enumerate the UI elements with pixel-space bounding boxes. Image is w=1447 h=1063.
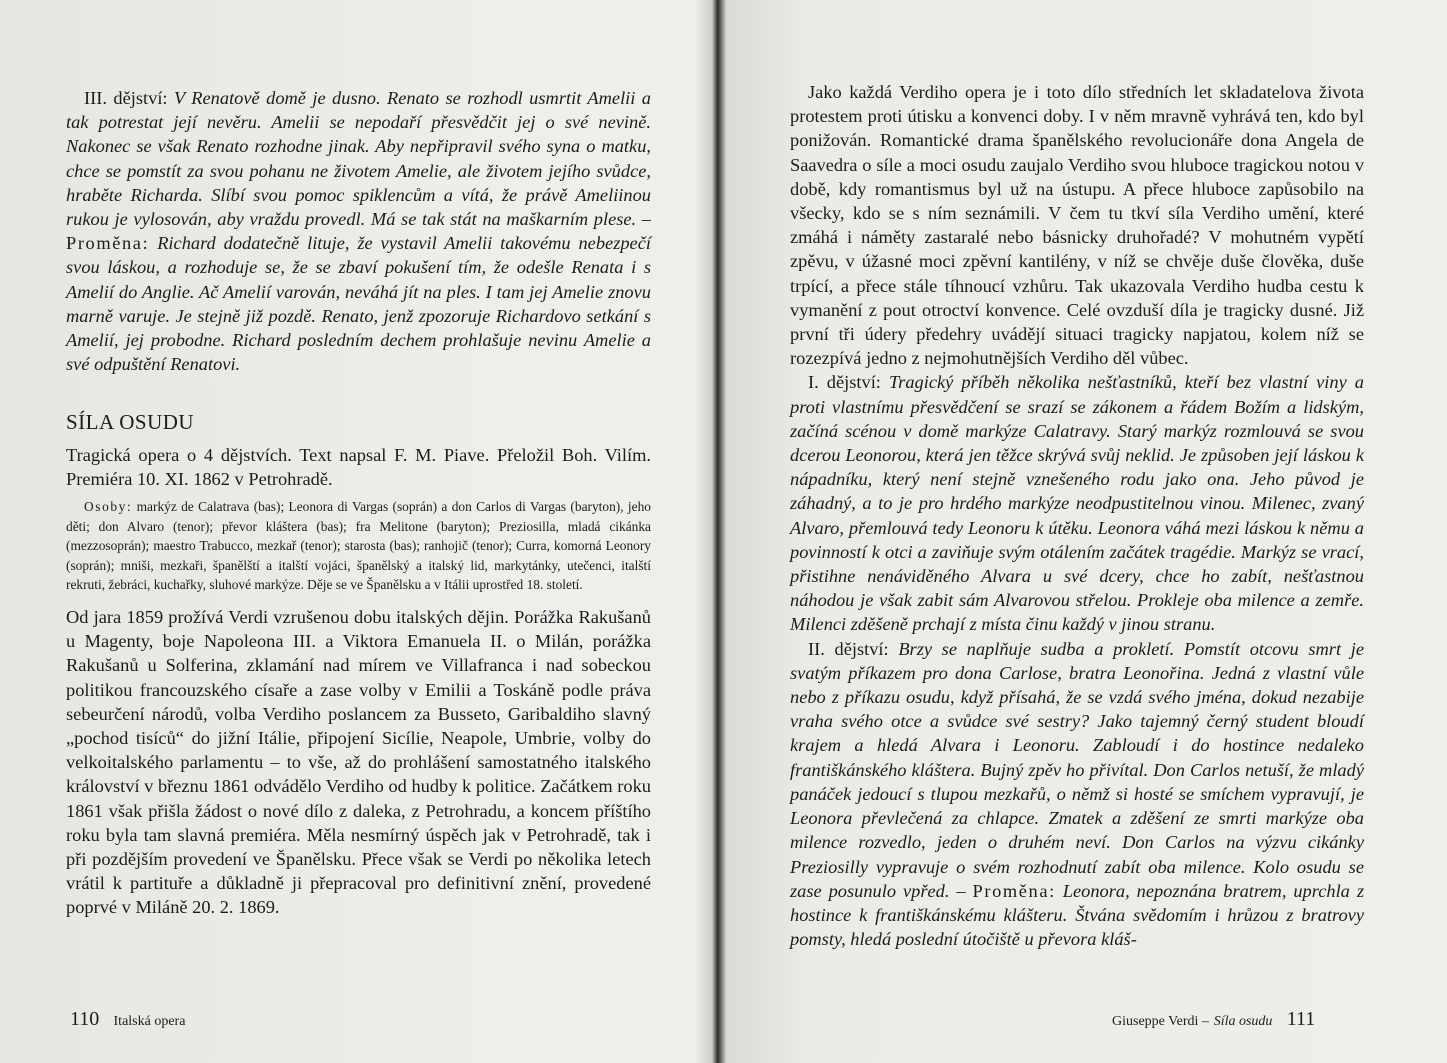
promena-label: Proměna:	[66, 233, 150, 254]
promena-label-right: Proměna:	[972, 880, 1056, 901]
act3-synopsis: V Renatově domě je dusno. Renato se rozhodl usmrtit Amelii a tak potrestat její nevěru. Amelii se nepodaří přesvědčit jej o své nevině. Nakonec se však Renato rozhodne jinak. Aby nepřipravil svého syna o matku, chce se pomstít za svou pohanu ne životem Amelie, ale životem jejího svůdce, hraběte Richarda. Slíbí svou pomoc spiklencům a vítá, že právě Ameliinou rukou je vylosován, aby vraždu provedl. Má se tak stát na maškarním plese. –	[66, 88, 652, 230]
page-number-left: 110	[70, 1008, 100, 1030]
right-column	[790, 80, 1364, 951]
cast-label: Osoby:	[84, 499, 133, 515]
intro-paragraph: Jako každá Verdiho opera je i toto dílo středních let skladatelova života protestem proti útisku a konvenci doby. I v něm mravně vyhrává ten, kdo byl ponižován. Romantické drama španělského revolucionáře dona Angela de Saavedra o síle a moci osudu zaujalo Verdiho svou hluboce tragickou notou v době, kdy romantismus byl už na ústupu. A přece hluboce zapůsobilo na všecky, kdo se s ním seznámili. V čem tu tkví síla Verdiho umění, které zmáhá i náměty zastaralé nebo básnicky druhořadé? V mohutném vypětí zpěvu, v úžasné moci zpěvní kantilény, v níž se chvěje duše člověka, duše trpící, a přece stále tíhnoucí vzhůru. Tak ukazovala Verdiho hudba cestu k vymanění z pout otroctví konvence. Celé ovzduší díla je tragicky dusné. Již první tři údery předehry uvádějí situaci tragicky napjatou, kolem níž se rozezpívá jedno z nejmohutnějších Verdiho děl vůbec.	[790, 82, 1364, 369]
right-page	[722, 0, 1447, 1063]
act2-paragraph	[790, 637, 1364, 952]
act1-paragraph	[790, 370, 1364, 636]
running-head-left: Italská opera	[113, 1014, 186, 1029]
history-paragraph: Od jara 1859 prožívá Verdi vzrušenou dobu italských dějin. Porážka Rakušanů u Magenty, boje Napoleona III. a Viktora Emanuela II. o Milán, porážka Rakušanů u Solferina, zklamání nad mírem ve Villafranca i nad sobeckou politikou francouzského císaře a zase volby v Emilii a Toskáně podle práva sebeurčení národů, volba Verdiho poslancem za Busseto, Garibaldiho slavný „pochod tisíců“ do jižní Itálie, připojení Sicílie, Neapole, Umbrie, volby do velkoitalského parlamentu – to vše, až do prohlášení samostatného italského království v březnu 1861 odvádělo Verdiho od hudby k politice. Začátkem roku 1861 však přišla žádost o nové dílo z daleka, z Petrohradu, a koncem příštího roku byla tam slavná premiéra. Měla nesmírný úspěch jak v Petrohradě, tak i při pozdějším provedení ve Španělsku. Přece však se Verdi po několika letech vrátil k partituře a důkladně ji přepracoval pro definitivní znění, provedené poprvé v Miláně 20. 2. 1869.	[66, 607, 651, 918]
act2-synopsis: Brzy se naplňuje sudba a prokletí. Pomstít otcovu smrt je svatým příkazem pro dona Carlose, bratra Leonořina. Jedná z vlastní vůle nebo z příkazu osudu, když přísahá, že se vzdá svého jména, dokud nezabije vraha svého otce a svůdce své sestry? Jako tajemný černý student bloudí krajem a hledá Alvara i Leonoru. Zabloudí i do hostince nedaleko františkánského kláštera. Bujný zpěv ho přivítal. Don Carlos netuší, že mladý panáček jedoucí s tlupou mezkařů, o němž si hosté se smíchem vypravují, je Leonora převlečená za chlapce. Zmatek a zděšení ze smrti markýze oba milence rozvedlo, jeden o druhém neví. Don Carlos na výzvu cikánky Preziosilly vypravuje o svém rozhodnutí zabít oba milence. Kolo osudu se zase posunulo vpřed. –	[790, 638, 1364, 901]
page-number-right: 111	[1286, 1008, 1316, 1030]
left-folio	[70, 1008, 185, 1031]
left-page	[0, 0, 712, 1063]
act3-paragraph	[66, 86, 651, 376]
right-folio	[1112, 1008, 1315, 1031]
running-head-author: Giuseppe Verdi –	[1112, 1014, 1209, 1029]
left-column	[66, 86, 651, 920]
act3-synopsis-continued: Richard dodatečně lituje, že vystavil Amelii takovému nebezpečí svou láskou, a rozhoduje se, že se zbaví pokušení tím, že odešle Renata i s Amelií do Anglie. Ač Amelií varován, neváhá jít na ples. I tam jej Amelie znovu marně varuje. Je stejně již pozdě. Renato, jenž zpozoruje Richardovo setkání s Amelií, jej probodne. Richard posledním dechem prohlašuje nevinu Amelie a své odpuštění Renatovi.	[66, 233, 651, 375]
act1-label: I. dějství:	[808, 372, 881, 393]
opera-info: Tragická opera o 4 dějstvích. Text napsal F. M. Piave. Přeložil Boh. Vilím. Premiéra 10. XI. 1862 v Petrohradě.	[66, 444, 651, 489]
act3-label: III. dějství:	[84, 88, 168, 108]
act2-synopsis-continued: Leonora, nepoznána bratrem, uprchla z hostince k františkánskému klášteru. Štvána svědomím i hrůzou z bratrovy pomsty, hledá poslední útočiště u převora kláš-	[790, 880, 1364, 950]
section-title: SÍLA OSUDU	[66, 410, 195, 435]
act1-synopsis: Tragický příběh několika nešťastníků, kteří bez vlastní viny a proti vlastnímu přesvědčení se srazí se zákonem a řádem Božím a lidským, začíná scénou v domě markýze Calatravy. Starý markýz rozmlouvá se svou dcerou Leonorou, která jen těžce skrývá svůj neklid. Je způsoben její láskou k nápadníku, který není stejně vznešeného rodu jako ona. Jeho původ je záhadný, a to je pro hrdého markýze neodpustitelnou vinou. Milenec, zvaný Alvaro, přemlouvá tedy Leonoru k útěku. Leonora váhá mezi láskou k němu a povinností k otci a zaviňuje svým otálením začátek tragédie. Markýz se vrací, přistihne nenáviděného Alvara u své dcery, chce ho zabít, nešťastnou náhodou je však zabit sám Alvarovou střelou. Prokleje oba milence a zemře. Milenci zděšeně prchají z místa činu každý v jinou stranu.	[790, 372, 1364, 635]
running-head-title: Síla osudu	[1213, 1014, 1273, 1029]
cast-text: markýz de Calatrava (bas); Leonora di Vargas (soprán) a don Carlos di Vargas (baryton), jeho děti; don Alvaro (tenor); převor kláštera (bas); fra Melitone (baryton); Preziosilla, mladá cikánka (mezzosoprán); maestro Trabucco, mezkař (tenor); starosta (bas); ranhojič (tenor); Curra, komorná Leonory (soprán); mniši, mezkaři, španělští a italští vojáci, španělský a italský lid, markytánky, utečenci, italští rekruti, žebráci, kuchařky, sluhové markýze. Děje se ve Španělsku a v Itálii uprostřed 18. století.	[66, 499, 651, 593]
act2-label: II. dějství:	[808, 638, 889, 659]
cast-list	[66, 497, 651, 595]
